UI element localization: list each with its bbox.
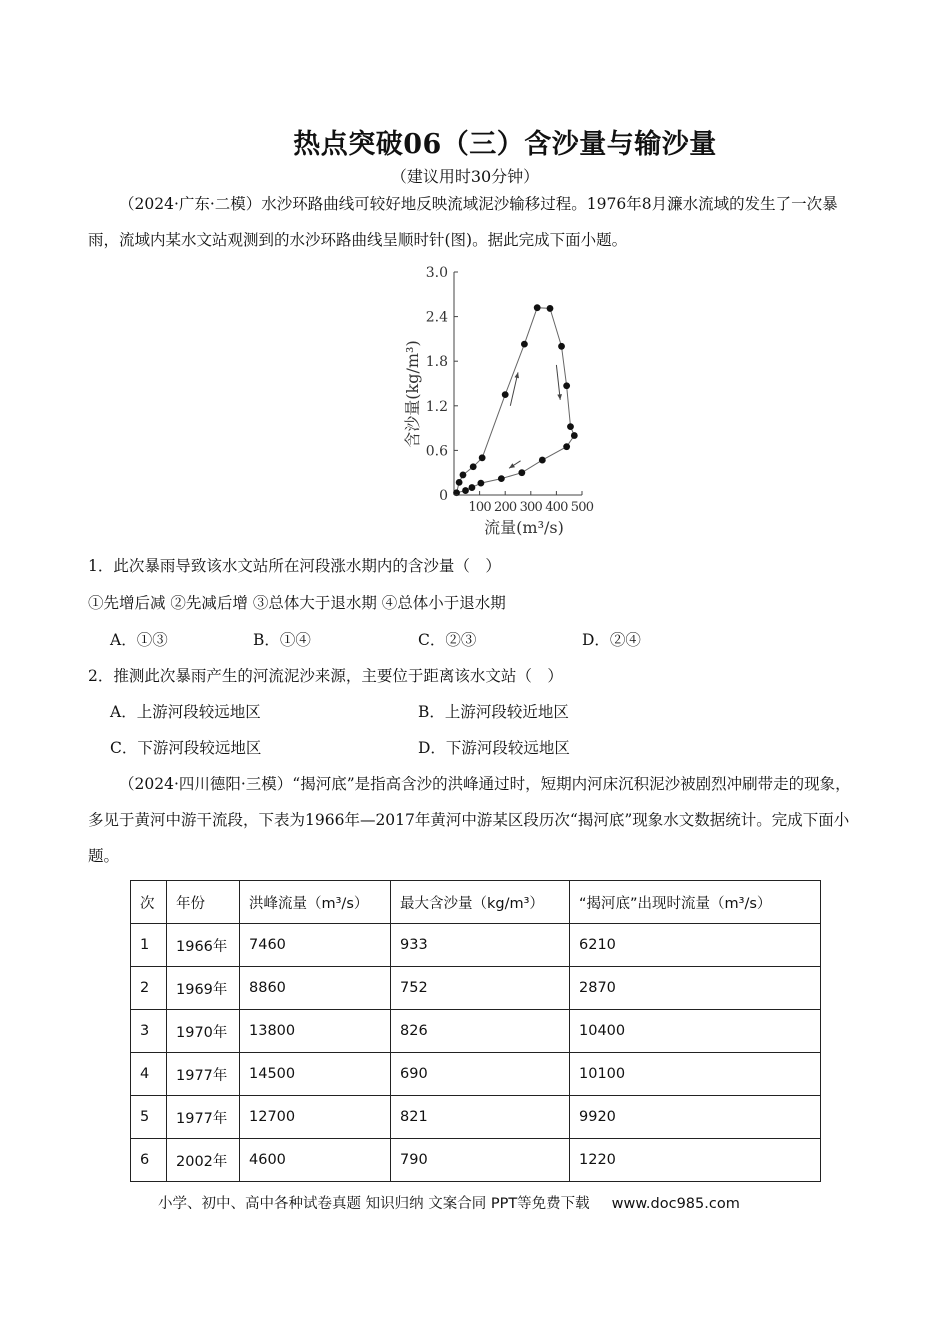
table-cell: 690 (391, 1053, 570, 1096)
chart-ticks (426, 265, 594, 515)
table-header-cell: “揭河底”出现时流量（m³/s） (570, 881, 821, 924)
q2-option-b[interactable]: B．上游河段较近地区 (418, 703, 569, 721)
table-header-cell: 年份 (167, 881, 240, 924)
table-row (131, 1139, 821, 1182)
arrow-head (515, 372, 520, 378)
table-header-cell: 洪峰流量（m³/s） (240, 881, 391, 924)
table-row (131, 1010, 821, 1053)
table-cell: 4 (131, 1053, 167, 1096)
q1-option-d[interactable]: D．②④ (582, 631, 641, 649)
chart-data-point (563, 443, 570, 450)
question-1-statements: ①先增后减 ②先减后增 ③总体大于退水期 ④总体小于退水期 (88, 594, 506, 612)
chart-x-tick-label: 400 (545, 500, 568, 515)
chart-axes (454, 272, 582, 495)
chart-data-point (571, 432, 578, 439)
chart-x-tick-label: 300 (519, 500, 543, 515)
chart-data-point (518, 469, 525, 476)
table-cell: 2870 (570, 967, 821, 1010)
q1-option-a[interactable]: A．①③ (110, 631, 168, 649)
chart-x-tick-label: 200 (493, 500, 517, 515)
q1-option-c[interactable]: C．②③ (418, 631, 477, 649)
chart-data-point (539, 457, 546, 464)
table-row (131, 967, 821, 1010)
table-cell: 9920 (570, 1096, 821, 1139)
chart-direction-arrow (509, 461, 521, 468)
table-cell: 826 (391, 1010, 570, 1053)
chart-data-point (477, 480, 484, 487)
table-header-cell: 最大含沙量（kg/m³） (391, 881, 570, 924)
chart-data-point (502, 391, 509, 398)
chart-data-point (521, 341, 528, 348)
table-cell: 14500 (240, 1053, 391, 1096)
chart-data-point (558, 343, 565, 350)
table-cell: 752 (391, 967, 570, 1010)
chart-y-tick-label: 0.6 (425, 443, 448, 460)
table-cell: 3 (131, 1010, 167, 1053)
footer-text: 小学、初中、高中各种试卷真题 知识归纳 文案合同 PPT等免费下载 (158, 1196, 590, 1212)
table-row (131, 1096, 821, 1139)
chart-y-tick-label: 1.2 (425, 398, 448, 415)
table-cell: 10100 (570, 1053, 821, 1096)
suggested-time: （建议用时30分钟） (390, 167, 540, 186)
table-cell: 1 (131, 924, 167, 967)
chart-data-point (456, 479, 463, 486)
table-cell: 10400 (570, 1010, 821, 1053)
chart-y-axis-label: 含沙量(kg/m³) (403, 340, 422, 448)
page-title: 热点突破06（三）含沙量与输沙量 (293, 129, 717, 160)
arrow-head (509, 463, 515, 468)
chart-data-point (462, 487, 469, 494)
table-cell: 2 (131, 967, 167, 1010)
table-cell: 790 (391, 1139, 570, 1182)
chart-data-point (469, 484, 476, 491)
chart-data-point (460, 472, 467, 479)
q2-option-a[interactable]: A．上游河段较远地区 (110, 703, 261, 721)
table-cell: 1220 (570, 1139, 821, 1182)
chart-y-tick-label: 1.8 (425, 354, 448, 371)
table-cell: 13800 (240, 1010, 391, 1053)
chart-direction-arrow (556, 365, 562, 400)
table-header-row (131, 881, 821, 924)
chart-data-point (567, 423, 574, 430)
q2-option-d[interactable]: D．下游河段较远地区 (418, 739, 570, 757)
chart-data-point (563, 382, 570, 389)
chart-x-axis-label: 流量(m³/s) (484, 518, 564, 537)
chart-data-point (547, 305, 554, 312)
footer (158, 1192, 740, 1213)
chart-arrows (509, 365, 562, 468)
table-cell: 1969年 (167, 967, 240, 1010)
chart-y-tick-label: 0 (439, 488, 448, 504)
table-cell: 1977年 (167, 1096, 240, 1139)
chart-points (453, 304, 578, 496)
q1-option-b[interactable]: B．①④ (253, 631, 311, 649)
table-header-cell: 次 (131, 881, 167, 924)
chart-data-point (470, 463, 477, 470)
question-intro-2: （2024·四川德阳·三模）“揭河底”是指高含沙的洪峰通过时，短期内河床沉积泥沙被剧烈冲刷带走的现象，多见于黄河中游干流段，下表为1966年—2017年黄河中游某区段历次“揭河底”现象水文数据统计。完成下面小题。 (88, 775, 851, 865)
table-row (131, 924, 821, 967)
table-cell: 821 (391, 1096, 570, 1139)
table-cell: 4600 (240, 1139, 391, 1182)
table-cell: 8860 (240, 967, 391, 1010)
table-cell: 6 (131, 1139, 167, 1182)
table-cell: 1966年 (167, 924, 240, 967)
table-cell: 7460 (240, 924, 391, 967)
table-cell: 5 (131, 1096, 167, 1139)
chart-data-point (479, 454, 486, 461)
question-1-stem: 1．此次暴雨导致该水文站所在河段涨水期内的含沙量（ ） (88, 557, 501, 575)
sediment-discharge-chart (398, 262, 610, 544)
table-cell: 1977年 (167, 1053, 240, 1096)
chart-y-tick-label: 3.0 (425, 265, 448, 281)
table-cell: 12700 (240, 1096, 391, 1139)
chart-data-point (534, 304, 541, 311)
table-cell: 1970年 (167, 1010, 240, 1053)
table-row (131, 1053, 821, 1096)
question-intro-1: （2024·广东·二模）水沙环路曲线可较好地反映流域泥沙输移过程。1976年8月濂水流域的发生了一次暴雨，流域内某水文站观测到的水沙环路曲线呈顺时针(图)。据此完成下面小题。 (88, 195, 838, 249)
table-cell: 6210 (570, 924, 821, 967)
chart-y-tick-label: 2.4 (425, 309, 448, 326)
footer-url[interactable]: www.doc985.com (611, 1196, 740, 1212)
chart-data-point (498, 475, 505, 482)
q2-option-c[interactable]: C．下游河段较远地区 (110, 739, 262, 757)
chart-x-tick-label: 100 (468, 500, 491, 515)
hydrology-data-table (130, 880, 821, 1182)
table-cell: 2002年 (167, 1139, 240, 1182)
chart-x-tick-label: 500 (570, 500, 594, 515)
table-cell: 933 (391, 924, 570, 967)
question-2-stem: 2．推测此次暴雨产生的河流泥沙来源，主要位于距离该水文站（ ） (88, 667, 563, 685)
